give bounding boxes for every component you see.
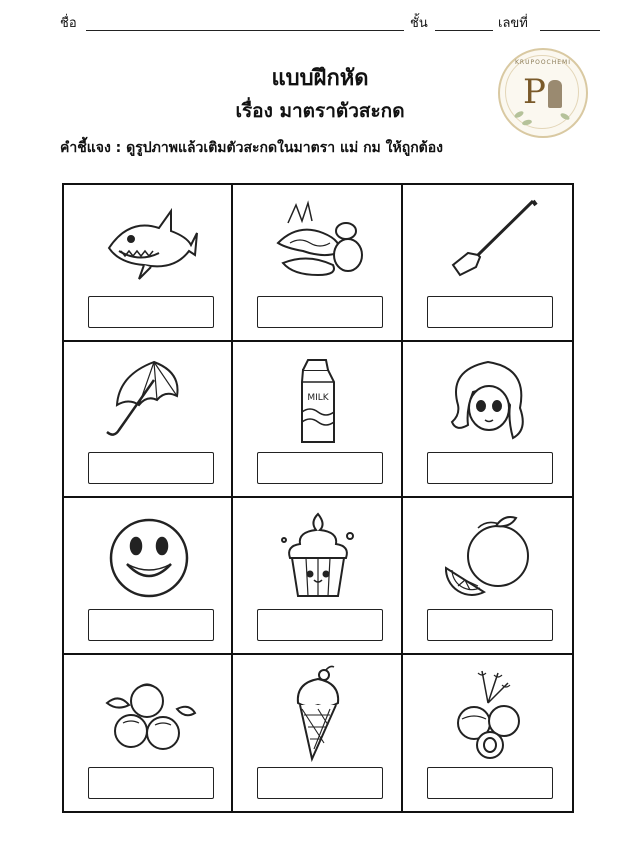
brand-logo (498, 48, 588, 138)
orange-fruit-icon (438, 506, 538, 606)
mangosteen-icon (99, 663, 199, 763)
answer-box[interactable] (88, 296, 214, 328)
answer-box[interactable] (257, 296, 383, 328)
answer-box[interactable] (88, 767, 214, 799)
name-label: ชื่อ (60, 16, 77, 31)
answer-box[interactable] (427, 609, 553, 641)
page-title: แบบฝึกหัด (271, 66, 369, 91)
class-label: ชั้น (410, 16, 428, 31)
exercise-item (64, 498, 233, 655)
girl-face-icon (438, 350, 538, 450)
exercise-item (64, 655, 233, 812)
logo-brand-text: KRUPOOCHEMI (515, 59, 571, 66)
answer-box[interactable] (427, 296, 553, 328)
exercise-item (233, 655, 402, 812)
answer-box[interactable] (88, 452, 214, 484)
answer-box[interactable] (257, 609, 383, 641)
tamarind-icon (268, 193, 368, 293)
answer-box[interactable] (257, 452, 383, 484)
exercise-item (233, 185, 402, 342)
student-info-row (60, 12, 600, 34)
shovel-icon (438, 193, 538, 293)
logo-portrait (548, 80, 562, 108)
umbrella-icon (99, 350, 199, 450)
cupcake-icon (268, 506, 368, 606)
milk-label: MILK (307, 392, 329, 403)
longan-fruit-icon (438, 663, 538, 763)
exercise-item (64, 185, 233, 342)
exercise-item (233, 342, 402, 499)
exercise-item (403, 342, 572, 499)
answer-box[interactable] (427, 767, 553, 799)
exercise-item (403, 498, 572, 655)
exercise-item (403, 185, 572, 342)
exercise-item (233, 498, 402, 655)
exercise-item (64, 342, 233, 499)
shark-icon (99, 193, 199, 293)
number-label: เลขที่ (498, 16, 528, 31)
exercise-item (403, 655, 572, 812)
name-field[interactable] (86, 30, 404, 31)
smiley-face-icon (99, 506, 199, 606)
instruction-text: คำชี้แจง : ดูรูปภาพแล้วเติมตัวสะกดในมาตรา แม่ กม ให้ถูกต้อง (60, 140, 444, 156)
logo-letter: P (523, 72, 546, 112)
answer-box[interactable] (257, 767, 383, 799)
number-field[interactable] (540, 30, 600, 31)
class-field[interactable] (435, 30, 493, 31)
ice-cream-cone-icon (268, 663, 368, 763)
answer-box[interactable] (88, 609, 214, 641)
exercise-grid (62, 183, 574, 813)
answer-box[interactable] (427, 452, 553, 484)
milk-carton-icon (268, 350, 368, 450)
page-subtitle: เรื่อง มาตราตัวสะกด (235, 100, 405, 122)
